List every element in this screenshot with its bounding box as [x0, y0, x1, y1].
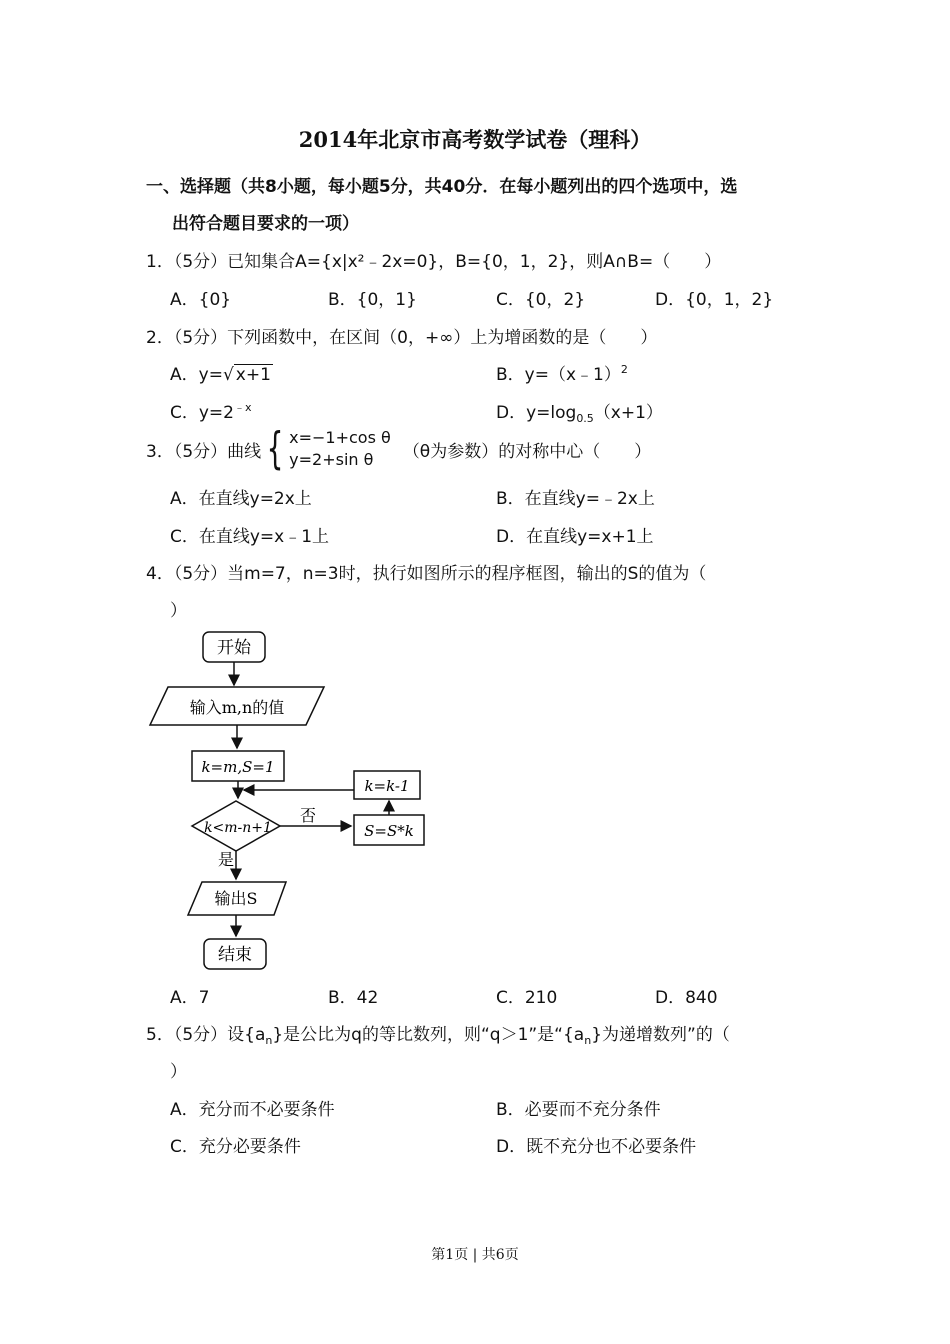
question-3-prefix: 3．（5分）曲线	[146, 441, 262, 462]
question-1-option-b: B．{0，1}	[328, 290, 417, 310]
question-4-stem-line1: 4．（5分）当m=7，n=3时，执行如图所示的程序框图，输出的S的值为（	[146, 564, 707, 584]
question-1-option-c: C．{0，2}	[496, 290, 586, 310]
option-b-text: B．y=（x﹣1）	[496, 365, 621, 385]
page-title: 2014年北京市高考数学试卷（理科）	[298, 127, 652, 152]
question-4-option-b: B．42	[328, 988, 379, 1008]
page-footer: 第1页 | 共6页	[431, 1247, 519, 1263]
flowchart-output-label: 输出S	[214, 889, 258, 908]
q5-part-a: 5．（5分）设{a	[146, 1025, 266, 1045]
flowchart-yes-label: 是	[217, 850, 235, 869]
question-1-option-d: D．{0，1，2}	[655, 290, 774, 310]
question-4-option-d: D．840	[655, 988, 718, 1008]
question-5-stem-line2: ）	[170, 1062, 187, 1082]
question-2-stem: 2．（5分）下列函数中，在区间（0，+∞）上为增函数的是（ ）	[146, 328, 658, 348]
question-3-option-b: B．在直线y=﹣2x上	[496, 489, 655, 509]
question-3-stem	[146, 424, 651, 474]
option-a-prefix: A．y=	[170, 365, 223, 385]
flowchart-condition-label: k<m-n+1	[204, 820, 272, 836]
section-heading-line2: 出符合题目要求的一项）	[172, 214, 359, 234]
option-c-exponent: ﹣x	[234, 401, 252, 414]
question-3-suffix: （θ为参数）的对称中心（ ）	[402, 441, 652, 462]
flowchart-end-label: 结束	[218, 945, 252, 965]
question-2-option-a	[170, 360, 273, 385]
question-5-option-b: B．必要而不充分条件	[496, 1100, 661, 1120]
flowchart-no-label: 否	[299, 806, 317, 825]
flowchart-input-label: 输入m,n的值	[189, 698, 285, 717]
flowchart	[140, 625, 440, 975]
flowchart-start-label: 开始	[217, 638, 251, 658]
question-4-option-c: C．210	[496, 988, 558, 1008]
question-2-option-c	[170, 398, 252, 423]
question-1-stem: 1．（5分）已知集合A={x|x²﹣2x=0}，B={0，1，2}，则A∩B=（ ）	[146, 252, 722, 272]
section-heading-line1: 一、选择题（共8小题，每小题5分，共40分．在每小题列出的四个选项中，选	[146, 177, 738, 197]
option-b-exponent: 2	[620, 363, 628, 376]
brace-symbol: {	[266, 423, 284, 474]
q5-part-b: }是公比为q的等比数列，则“q＞1”是“{a	[272, 1025, 585, 1045]
flowchart-init-label: k=m,S=1	[201, 758, 275, 776]
q5-subscript-2: n	[584, 1034, 592, 1047]
question-4-stem-line2: ）	[170, 601, 187, 621]
question-3-option-a: A．在直线y=2x上	[170, 489, 312, 509]
question-2-option-d	[496, 398, 663, 425]
option-c-text: C．y=2	[170, 403, 234, 423]
q5-subscript-1: n	[265, 1034, 273, 1047]
question-3-option-d: D．在直线y=x+1上	[496, 527, 654, 547]
question-5-option-a: A．充分而不必要条件	[170, 1100, 335, 1120]
q5-part-c: }为递增数列”的（	[591, 1025, 730, 1045]
question-2-option-b	[496, 360, 628, 385]
option-d-subscript: 0.5	[576, 412, 594, 425]
question-3-option-c: C．在直线y=x﹣1上	[170, 527, 330, 547]
question-5-option-c: C．充分必要条件	[170, 1137, 301, 1157]
sqrt-sign: √	[222, 365, 234, 385]
parametric-system	[289, 427, 391, 471]
option-d-suffix: （x+1）	[593, 403, 663, 423]
question-1-option-a: A．{0}	[170, 290, 232, 310]
question-4-option-a: A．7	[170, 988, 210, 1008]
parametric-eq-y: y=2+sin θ	[289, 450, 374, 469]
question-5-option-d: D．既不充分也不必要条件	[496, 1137, 697, 1157]
option-d-prefix: D．y=log	[496, 403, 577, 423]
flowchart-decrement-label: k=k-1	[364, 777, 410, 795]
question-5-stem-line1	[146, 1020, 730, 1047]
flowchart-multiply-label: S=S*k	[364, 822, 414, 840]
sqrt-radicand: x+1	[235, 365, 271, 385]
parametric-eq-x: x=−1+cos θ	[289, 428, 391, 447]
